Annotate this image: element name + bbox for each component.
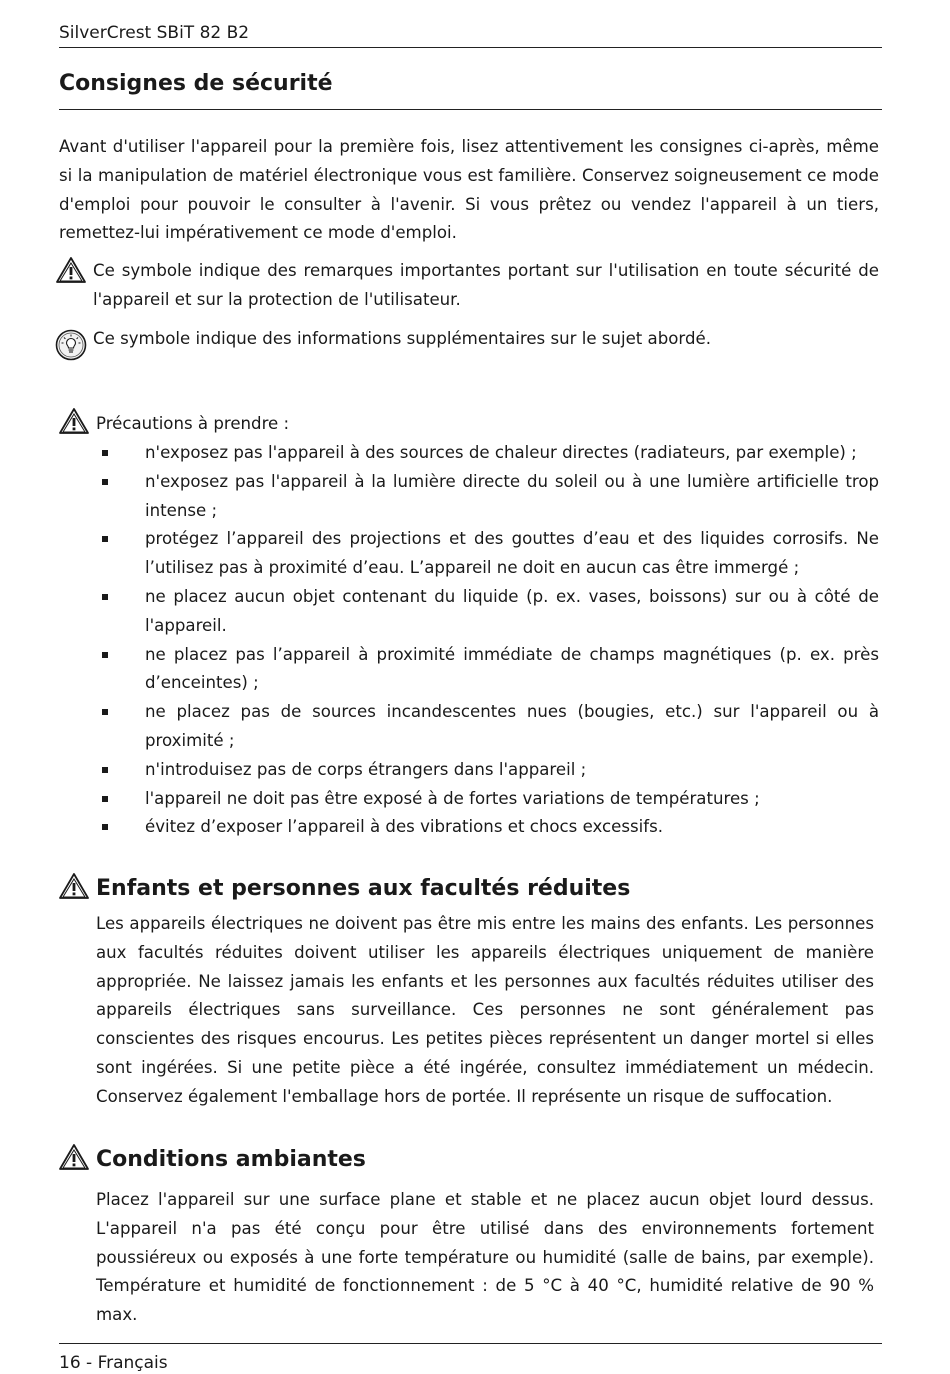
section-heading-ambient: Conditions ambiantes: [96, 1147, 366, 1172]
bullet-marker: [102, 479, 108, 485]
precautions-label: Précautions à prendre :: [96, 414, 290, 433]
warning-icon: [55, 256, 87, 288]
list-item-text: ne placez aucun objet contenant du liquide (p. ex. vases, boissons) sur ou à côté de l'appareil.: [145, 586, 879, 635]
list-item: [99, 583, 879, 641]
warning-icon: [58, 872, 90, 904]
bullet-marker: [102, 536, 108, 542]
list-item: [99, 813, 879, 842]
children-paragraph: Les appareils électriques ne doivent pas être mis entre les mains des enfants. Les personnes aux facultés réduites doivent utiliser les appareils électriques uniquement de manière appropriée. Ne laissez jamais les enfants et les personnes aux facultés réduites utiliser des appareils électriques sans surveillance. Ces personnes ne sont généralement pas conscientes des risques encourus. Les petites pièces représentent un danger mortel si elles sont ingérées. Si une petite pièce a été ingérée, consultez immédiatement un médecin. Conservez également l'emballage hors de portée. Il représente un risque de suffocation.: [96, 914, 874, 1106]
bullet-marker: [102, 450, 108, 456]
list-item-text: l'appareil ne doit pas être exposé à de fortes variations de températures ;: [145, 788, 760, 808]
lightbulb-icon: [55, 329, 87, 365]
title-rule: [59, 109, 882, 110]
list-item: [99, 785, 879, 814]
list-item: [99, 641, 879, 699]
list-item-text: évitez d’exposer l’appareil à des vibrations et chocs excessifs.: [145, 817, 664, 837]
page-footer: 16 - Français: [59, 1353, 168, 1373]
list-item-text: n'introduisez pas de corps étrangers dans l'appareil ;: [145, 759, 587, 779]
list-item: [99, 525, 879, 583]
warning-icon: [58, 1143, 90, 1175]
bullet-marker: [102, 594, 108, 600]
bullet-marker: [102, 709, 108, 715]
warning-icon: [58, 407, 90, 439]
list-item-text: ne placez pas de sources incandescentes nues (bougies, etc.) sur l'appareil ou à proximité ;: [145, 702, 879, 750]
list-item: [99, 439, 879, 468]
section-heading-children: Enfants et personnes aux facultés réduites: [96, 876, 631, 901]
list-item: [99, 698, 879, 756]
intro-paragraph: Avant d'utiliser l'appareil pour la première fois, lisez attentivement les consignes ci-après, même si la manipulation de matériel électronique vous est familière. Conservez soigneusement ce mode d'emploi pour pouvoir le consulter à l'avenir. Si vous prêtez ou vendez l'appareil à un tiers, remettez-lui impérativement ce mode d'emploi.: [59, 137, 879, 243]
list-item-text: protégez l’appareil des projections et des gouttes d’eau et des liquides corrosifs. Ne l’utilisez pas à proximité d’eau. L’appareil ne doit en aucun cas être immergé ;: [145, 529, 879, 578]
footer-rule: [59, 1343, 882, 1344]
bullet-marker: [102, 652, 108, 658]
list-item-text: n'exposez pas l'appareil à la lumière directe du soleil ou à une lumière artificielle trop intense ;: [145, 471, 879, 520]
precautions-list: [99, 439, 879, 842]
bullet-marker: [102, 767, 108, 773]
list-item-text: n'exposez pas l'appareil à des sources de chaleur directes (radiateurs, par exemple) ;: [145, 443, 857, 462]
running-header: SilverCrest SBiT 82 B2: [59, 23, 250, 43]
info-legend-text: Ce symbole indique des informations supplémentaires sur le sujet abordé.: [93, 329, 711, 348]
bullet-marker: [102, 824, 108, 830]
page-title: Consignes de sécurité: [59, 71, 333, 96]
header-rule: [59, 47, 882, 48]
warning-legend-text: Ce symbole indique des remarques importantes portant sur l'utilisation en toute sécurité de l'appareil et sur la protection de l'utilisateur.: [93, 261, 879, 309]
bullet-marker: [102, 796, 108, 802]
list-item: [99, 756, 879, 785]
list-item-text: ne placez pas l’appareil à proximité immédiate de champs magnétiques (p. ex. près d’enceintes) ;: [145, 644, 879, 693]
list-item: [99, 468, 879, 526]
ambient-paragraph: Placez l'appareil sur une surface plane et stable et ne placez aucun objet lourd dessus. L'appareil n'a pas été conçu pour être utilisé dans des environnements fortement poussiéreux ou exposés à une forte température ou humidité (salle de bains, par exemple). Température et humidité de fonctionnement : de 5 °C à 40 °C, humidité relative de 90 % max.: [96, 1190, 874, 1325]
